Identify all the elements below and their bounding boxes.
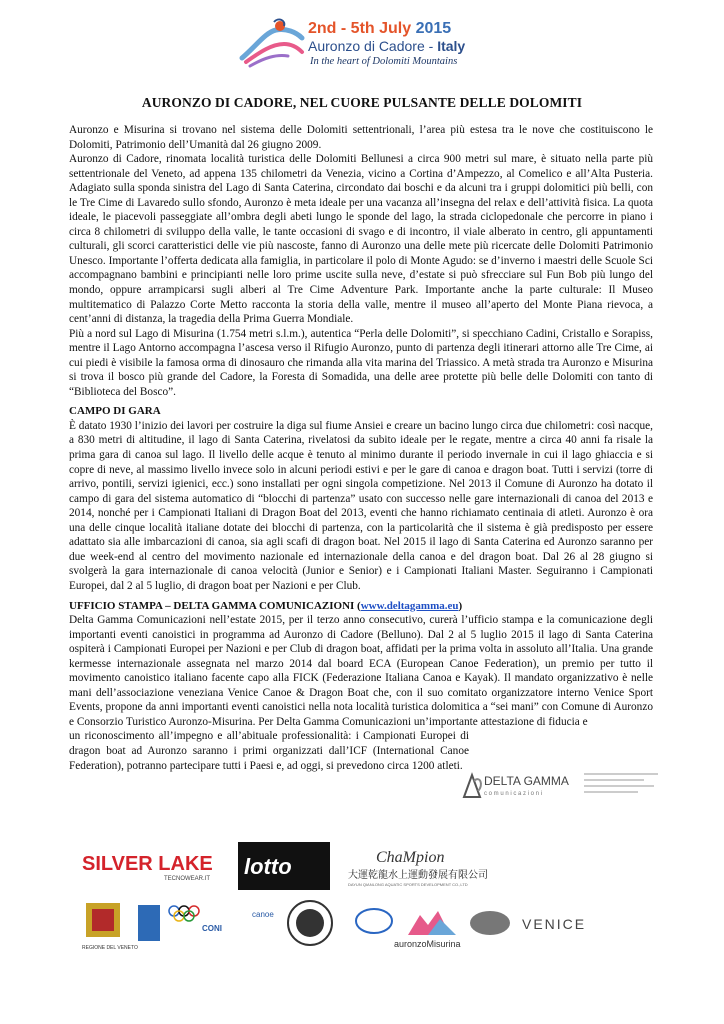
canoe-logo bbox=[252, 910, 274, 919]
sponsor-logos-row2 bbox=[78, 895, 658, 955]
svg-text:大運乾龍水上運動發展有限公司: 大運乾龍水上運動發展有限公司 bbox=[348, 870, 488, 881]
svg-text:DELTA GAMMA: DELTA GAMMA bbox=[484, 774, 569, 788]
svg-text:SILVER LAKE: SILVER LAKE bbox=[82, 853, 213, 875]
dragon-logo bbox=[470, 911, 510, 935]
dragon-boat-logo bbox=[236, 18, 308, 70]
paragraph-campo: È datato 1930 l’inizio dei lavori per costruire la diga sul fiume Ansiei e creare un bacino lungo circa due chilometri: così nacque, a 830 metri di altitudine, il lago di Santa Caterina, rivelatosi da subito ideale per le regate, mentre a circa 40 anni fa risale la prima gara di canoa sul lago. Il livello delle acque è tenuto al minimo durante il periodo invernale in cui il lago ghiaccia e si copre di neve, al massimo livello invece solo in alcuni periodi estivi e per le gare di canoa e dragon boat. Tutti i servizi (torre di arrivo, pontili, servizi igienici, ecc.) sono installati per ogni singola competizione. Nel 2013 il Comune di Auronzo ha dotato il campo di gara del sistema automatico di “blocchi di partenza” usato con successo nelle gare internazionali di canoa del 2013 e 2014, nonché per i Campionati Italiani di Dragon Boat del 2013, eventi che hanno richiamato centinaia di atleti. Auronzo è ora una delle cinque località italiane dotate dei blocchi di partenza, con la particolarità che il sistema è già predisposto per essere adattato sia alle imbarcazioni di canoa, sia agli scafi di dragon boat. Nel 2015 il lago di Santa Caterina ed Auronzo saranno per due week-end al centro del movimento nazionale ed internazionale della canoa e del dragon boat. Dal 26 al 28 giugno si svolgerà la gara internazionale di canoa velocità (Junior e Senior) e i Campionati Italiani Master. Seguiranno i Campionati Europei, dal 2 al 5 luglio, di dragon boat per Nazioni e per Club. bbox=[69, 419, 653, 592]
paragraph-ufficio: Delta Gamma Comunicazioni nell’estate 2015, per il terzo anno consecutivo, curerà l’ufficio stampa e la comunicazione degli importanti eventi canoistici in programma ad Auronzo di Cadore (Belluno). Dal 2 al 5 luglio 2015 il lago di Santa Caterina ospiterà i Campionati Europei per Nazioni e per Club di dragon boat, affidati per la prima volta in assoluto all’Italia. Una grande kermesse internazionale assegnata nel marzo 2014 dal board ECA (European Canoe Federation), un premio per tutto il movimento canoistico italiano facente capo alla FICK (Federazione Italiana Canoa e Kayak). Il mandato organizzativo è nelle mani dell’associazione veneziana Venice Canoe & Dragon Boat che, con il suo comitato organizzatore interno Venice Sport Events, propone da anni importanti eventi canoistici nella nota località turistica dolomitica a “sei mani” con Comune di Auronzo e Consorzio Turistico Auronzo-Misurina. Per Delta Gamma Comunicazioni un’importante attestazione di fiducia e bbox=[69, 614, 653, 728]
svg-text:lotto: lotto bbox=[244, 854, 292, 879]
regione-veneto-logo bbox=[82, 903, 138, 951]
dragon-boat-federation-logo bbox=[356, 909, 392, 933]
event-place: Auronzo di Cadore - Italy bbox=[308, 38, 466, 54]
svg-text:VENICE: VENICE bbox=[522, 916, 587, 932]
svg-text:CONI: CONI bbox=[202, 924, 222, 933]
event-slogan: In the heart of Dolomiti Mountains bbox=[310, 56, 458, 67]
svg-text:auronzoMisurina: auronzoMisurina bbox=[394, 939, 461, 949]
svg-text:canoe: canoe bbox=[252, 910, 274, 919]
svg-text:ChaMpion: ChaMpion bbox=[376, 849, 445, 866]
paragraph-auronzo: Auronzo di Cadore, rinomata località turistica delle Dolomiti Bellunesi a circa 900 metri sul mare, è situato nella parte più settentrionale del Veneto, ad appena 135 chilometri da Venezia, vicino a Cortina d’Ampezzo, al Comelico e all’Alta Pusteria. Adagiato sulla sponda sinistra del Lago di Santa Caterina, circondato dai boschi e da alcuni tra i gruppi dolomitici più belli, con le Tre Cime di Lavaredo sullo sfondo, Auronzo è meta ideale per una vacanza all’insegna del relax e dell’attività fisica. La quota ideale, le piacevoli passeggiate all’ombra degli abeti lungo le sponde del lago, la strada ciclopedonale che percorre in piano i circa 8 chilometri di sviluppo della valle, le tante occasioni di svago e di incontro, il viale alberato in centro, gli appuntamenti culturali, gli scorci caratteristici delle vie più nascoste, fanno di Auronzo una delle mete più ricercate delle Dolomiti Patrimonio Unesco. Importante l’offerta dedicata alla famiglia, in particolare il polo di Monte Agudo: se d’inverno i maestri delle Scuole Sci accompagnano bambini e principianti nelle loro prime uscite sulla neve, d’estate si può sfrecciare sul Fun Bob più lungo del mondo, oppure arrampicarsi sugli alberi al Tre Cime Adventure Park. Importante anche la parte culturale: Il Museo multitematico di Palazzo Corte Metto racconta la storia della valle, mentre il museo all’aperto del Monte Piana rievoca, a cent’anni di distanza, la tragedia della Prima Guerra Mondiale. bbox=[69, 153, 653, 326]
event-dates: 2nd - 5th July 2015 bbox=[308, 20, 452, 37]
paragraph-ufficio-end: un riconoscimento all’impegno e all’abituale professionalità: i Campionati Europei di dragon boat ad Auronzo saranno i primi organizzati dall’ICF (International Canoe Federation), potranno partecipare tutti i Paesi e, ad oggi, si prevedono circa 1200 atleti. bbox=[69, 730, 469, 772]
svg-text:REGIONE DEL VENETO: REGIONE DEL VENETO bbox=[82, 945, 138, 951]
champion-logo bbox=[348, 849, 488, 887]
delta-gamma-logo bbox=[462, 767, 662, 803]
venice-logo bbox=[522, 916, 586, 932]
paragraph-intro: Auronzo e Misurina si trovano nel sistema delle Dolomiti settentrionali, l’area più estesa tra le nove che costituiscono le Dolomiti, Patrimonio dell’Umanità dal 26 giugno 2009. bbox=[69, 124, 653, 151]
auronzo-misurina-logo bbox=[394, 911, 461, 949]
svg-text:TECNOWEAR.IT: TECNOWEAR.IT bbox=[164, 876, 210, 882]
silver-lake-logo bbox=[82, 853, 213, 882]
section-heading-campo: CAMPO DI GARA bbox=[69, 405, 161, 418]
svg-text:DAYUN QIANLONG AQUATIC SPORTS: DAYUN QIANLONG AQUATIC SPORTS DEVELOPMENT CO.,LTD bbox=[348, 882, 468, 887]
section-heading-ufficio: UFFICIO STAMPA – DELTA GAMMA COMUNICAZIONI (www.deltagamma.eu) bbox=[69, 599, 463, 612]
coni-logo bbox=[169, 906, 222, 933]
event-header bbox=[236, 16, 496, 72]
deltagamma-link[interactable]: www.deltagamma.eu bbox=[360, 599, 459, 612]
svg-text:c o m u n i c a z i o n i: c o m u n i c a z i o n i bbox=[484, 791, 543, 797]
lotto-logo bbox=[238, 842, 330, 890]
document-body bbox=[69, 123, 653, 773]
document-title: AURONZO DI CADORE, NEL CUORE PULSANTE DELLE DOLOMITI bbox=[141, 95, 583, 110]
paragraph-misurina: Più a nord sul Lago di Misurina (1.754 metri s.l.m.), autentica “Perla delle Dolomiti”, si specchiano Cadini, Cristallo e Sorapiss, mentre il Lago Antorno accompagna l’ascesa verso il Rifugio Auronzo, punto di partenza degli itinerari attorno alle Tre Cime, ai cui piedi è visibile la famosa orma di dinosauro che rimanda alla vita marina del Triassico. A metà strada tra Auronzo e Misurina si trova il bosco più grande del Cadore, la Foresta di Somadida, una delle aree protette più belle delle Dolomiti con tanto di “Biblioteca del Bosco”. bbox=[69, 327, 653, 398]
sponsor-logos-row1 bbox=[78, 840, 658, 895]
